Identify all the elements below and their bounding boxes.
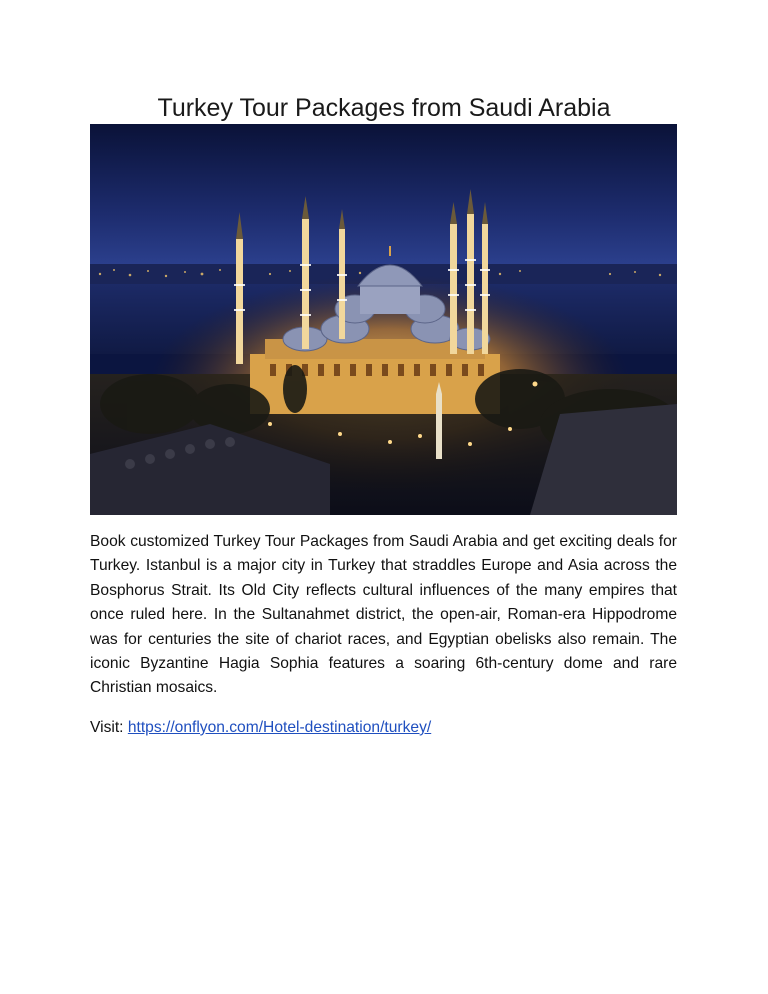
visit-label: Visit: [90,719,128,736]
description-paragraph: Book customized Turkey Tour Packages from Saudi Arabia and get exciting deals for Turkey. Istanbul is a major city in Turkey that straddles Europe and Asia across the Bosphorus Strait. Its Old City reflects cultural influences of the many empires that once ruled here. In the Sultanahmet district, the open-air, Roman-era Hippodrome was for centuries the site of chariot races, and Egyptian obelisks also remain. The iconic Byzantine Hagia Sophia features a soaring 6th-century dome and rare Christian mosaics. [90,533,677,697]
destination-link[interactable]: https://onflyon.com/Hotel-destination/turkey/ [127,719,432,736]
page-title: Turkey Tour Packages from Saudi Arabia [157,94,611,122]
visit-line [90,716,677,740]
hero-image-blue-mosque [90,124,677,515]
